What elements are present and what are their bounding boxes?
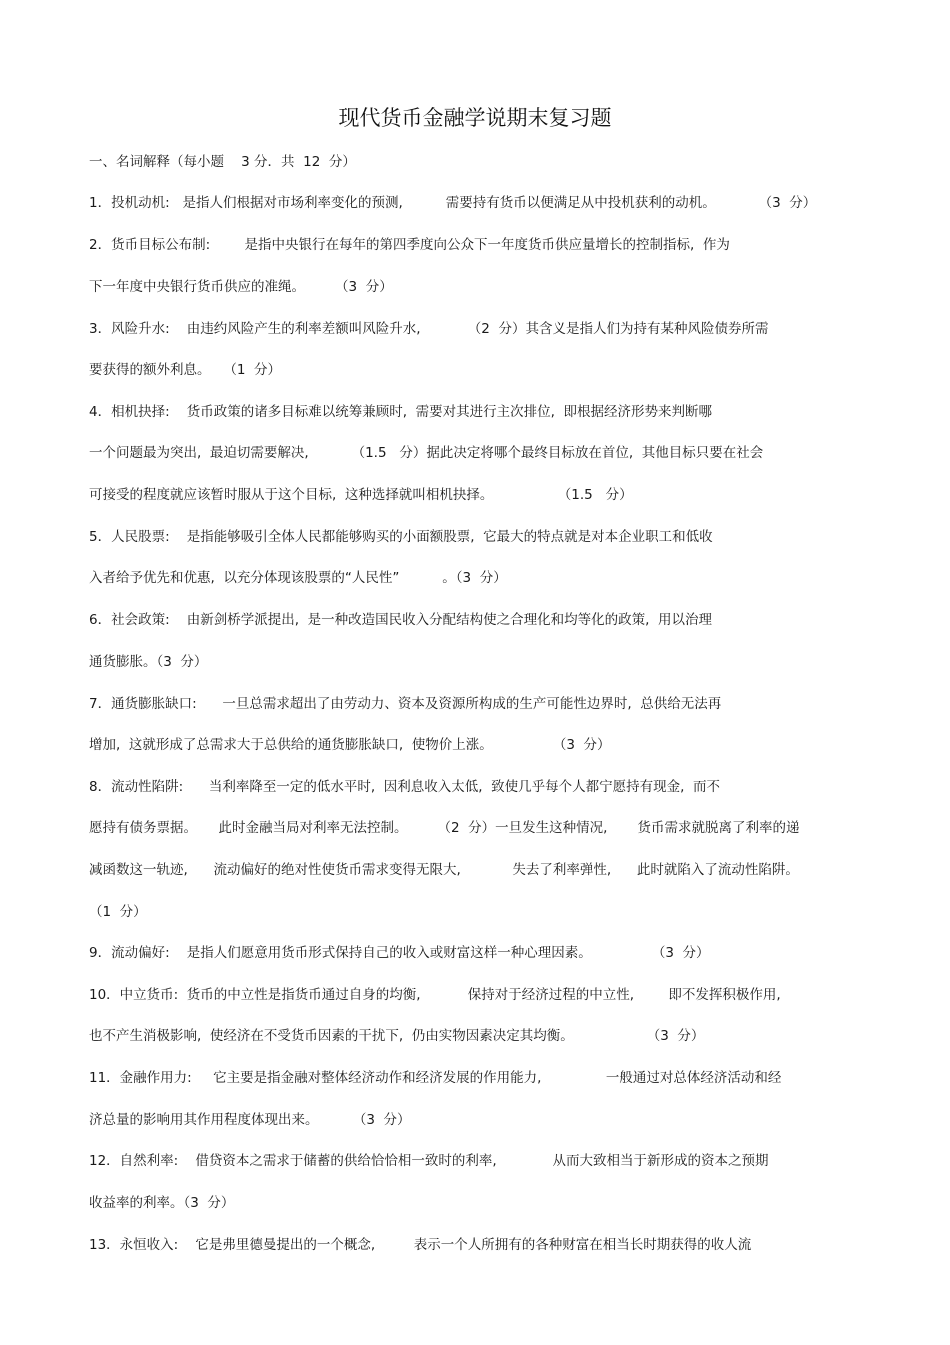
text-line: 可接受的程度就应该暂时服从于这个目标, 这种选择就叫相机抉择。 （1.5 分） bbox=[89, 487, 633, 503]
text-line: 增加, 这就形成了总需求大于总供给的通货膨胀缺口, 使物价上涨。 （3 分） bbox=[89, 737, 611, 753]
text-line: 12．自然利率: 借贷资本之需求于储蓄的供给恰恰相一致时的利率, 从而大致相当于新形成的资本之预期 bbox=[89, 1153, 769, 1169]
text-line: 收益率的利率。（3 分） bbox=[89, 1195, 235, 1211]
text-line: 愿持有债务票据。 此时金融当局对利率无法控制。 （2 分）一旦发生这种情况, 货币需求就脱离了利率的递 bbox=[89, 820, 800, 836]
text-line: （1 分） bbox=[89, 904, 147, 920]
text-line: 要获得的额外利息。 （1 分） bbox=[89, 362, 282, 378]
text-line: 济总量的影响用其作用程度体现出来。 （3 分） bbox=[89, 1112, 411, 1128]
text-line: 入者给予优先和优惠, 以充分体现该股票的“人民性” 。（3 分） bbox=[89, 570, 507, 586]
text-line: 11．金融作用力: 它主要是指金融对整体经济动作和经济发展的作用能力, 一般通过对总体经济活动和经 bbox=[89, 1070, 782, 1086]
text-line: 8．流动性陷阱: 当利率降至一定的低水平时, 因利息收入太低, 致使几乎每个人都宁愿持有现金, 而不 bbox=[89, 779, 721, 795]
text-line: 13．永恒收入: 它是弗里德曼提出的一个概念, 表示一个人所拥有的各种财富在相当长时期获得的收人流 bbox=[89, 1237, 752, 1253]
text-line: 通货膨胀。（3 分） bbox=[89, 654, 208, 670]
text-line: 10．中立货币: 货币的中立性是指货币通过自身的均衡, 保持对于经济过程的中立性, 即不发挥积极作用, bbox=[89, 987, 781, 1003]
text-line: 6．社会政策: 由新剑桥学派提出, 是一种改造国民收入分配结构使之合理化和均等化的政策, 用以治理 bbox=[89, 612, 713, 628]
section-heading: 一、名词解释（每小题 3 分．共 12 分） bbox=[89, 154, 356, 170]
text-line: 3．风险升水: 由违约风险产生的利率差额叫风险升水, （2 分）其含义是指人们为持有某种风险债券所需 bbox=[89, 321, 769, 337]
text-line: 9．流动偏好: 是指人们愿意用货币形式保持自己的收入或财富这样一种心理因素。 （3 分） bbox=[89, 945, 710, 961]
text-line: 一个问题最为突出, 最迫切需要解决, （1.5 分）据此决定将哪个最终目标放在首位, 其他目标只要在社会 bbox=[89, 445, 764, 461]
text-line: 减函数这一轨迹, 流动偏好的绝对性使货币需求变得无限大, 失去了利率弹性, 此时就陷入了流动性陷阱。 bbox=[89, 862, 799, 878]
text-line: 1．投机动机: 是指人们根据对市场利率变化的预测, 需要持有货币以便满足从中投机获利的动机。 （3 分） bbox=[89, 195, 817, 211]
text-line: 下一年度中央银行货币供应的准绳。 （3 分） bbox=[89, 279, 393, 295]
page-title: 现代货币金融学说期末复习题 bbox=[338, 106, 612, 130]
text-line: 2．货币目标公布制: 是指中央银行在每年的第四季度向公众下一年度货币供应量增长的控制指标, 作为 bbox=[89, 237, 730, 253]
text-line: 5．人民股票: 是指能够吸引全体人民都能够购买的小面额股票, 它最大的特点就是对本企业职工和低收 bbox=[89, 529, 713, 545]
text-line: 也不产生消极影响, 使经济在不受货币因素的干扰下, 仍由实物因素决定其均衡。 （3 分） bbox=[89, 1028, 705, 1044]
text-line: 7．通货膨胀缺口: 一旦总需求超出了由劳动力、资本及资源所构成的生产可能性边界时, 总供给无法再 bbox=[89, 696, 722, 712]
text-line: 4．相机抉择: 货币政策的诸多目标难以统筹兼顾时, 需要对其进行主次排位, 即根据经济形势来判断哪 bbox=[89, 404, 713, 420]
